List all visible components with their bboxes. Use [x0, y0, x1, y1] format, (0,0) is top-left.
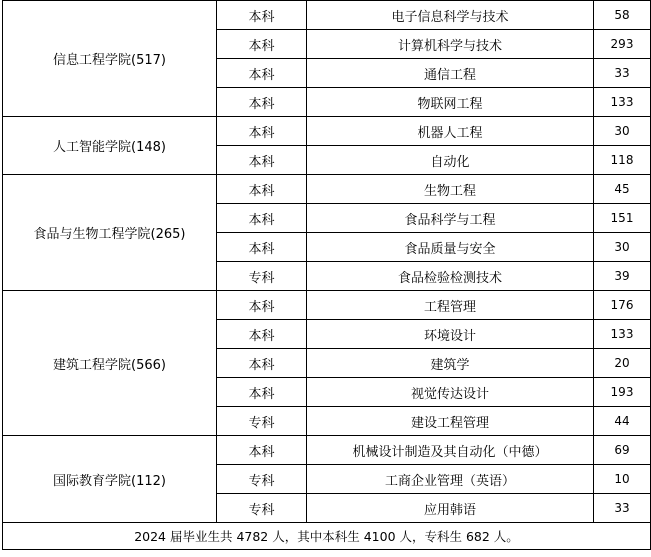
major-name-cell: 机器人工程 — [307, 117, 594, 146]
degree-level-cell: 本科 — [217, 349, 307, 378]
major-name-cell: 自动化 — [307, 146, 594, 175]
graduate-count-cell: 44 — [594, 407, 651, 436]
major-name-cell: 应用韩语 — [307, 494, 594, 523]
graduate-count-cell: 69 — [594, 436, 651, 465]
graduate-count-cell: 118 — [594, 146, 651, 175]
graduate-count-cell: 30 — [594, 233, 651, 262]
graduate-count-cell: 45 — [594, 175, 651, 204]
table-row — [3, 436, 651, 465]
degree-level-cell: 本科 — [217, 146, 307, 175]
degree-level-cell: 本科 — [217, 233, 307, 262]
college-name-cell: 信息工程学院(517) — [3, 1, 217, 117]
graduate-count-cell: 58 — [594, 1, 651, 30]
college-name-cell: 建筑工程学院(566) — [3, 291, 217, 436]
graduate-count-cell: 39 — [594, 262, 651, 291]
degree-level-cell: 本科 — [217, 88, 307, 117]
degree-level-cell: 专科 — [217, 494, 307, 523]
degree-level-cell: 本科 — [217, 378, 307, 407]
graduate-count-cell: 133 — [594, 88, 651, 117]
major-name-cell: 生物工程 — [307, 175, 594, 204]
graduate-count-cell: 193 — [594, 378, 651, 407]
major-name-cell: 通信工程 — [307, 59, 594, 88]
major-name-cell: 电子信息科学与技术 — [307, 1, 594, 30]
table-row — [3, 1, 651, 30]
graduate-count-cell: 293 — [594, 30, 651, 59]
major-name-cell: 工商企业管理（英语） — [307, 465, 594, 494]
major-name-cell: 食品检验检测技术 — [307, 262, 594, 291]
degree-level-cell: 本科 — [217, 436, 307, 465]
degree-level-cell: 专科 — [217, 465, 307, 494]
major-name-cell: 建筑学 — [307, 349, 594, 378]
graduate-count-cell: 33 — [594, 494, 651, 523]
degree-level-cell: 本科 — [217, 291, 307, 320]
graduate-count-cell: 133 — [594, 320, 651, 349]
degree-level-cell: 本科 — [217, 59, 307, 88]
major-name-cell: 建设工程管理 — [307, 407, 594, 436]
degree-level-cell: 本科 — [217, 175, 307, 204]
degree-level-cell: 本科 — [217, 204, 307, 233]
major-name-cell: 计算机科学与技术 — [307, 30, 594, 59]
major-name-cell: 机械设计制造及其自动化（中德） — [307, 436, 594, 465]
major-name-cell: 视觉传达设计 — [307, 378, 594, 407]
major-name-cell: 食品质量与安全 — [307, 233, 594, 262]
degree-level-cell: 本科 — [217, 30, 307, 59]
summary-row — [3, 523, 651, 550]
table-row — [3, 117, 651, 146]
table-row — [3, 175, 651, 204]
major-name-cell: 物联网工程 — [307, 88, 594, 117]
table-row — [3, 291, 651, 320]
graduate-count-cell: 176 — [594, 291, 651, 320]
degree-level-cell: 本科 — [217, 117, 307, 146]
degree-level-cell: 专科 — [217, 262, 307, 291]
graduate-count-cell: 20 — [594, 349, 651, 378]
summary-text: 2024 届毕业生共 4782 人，其中本科生 4100 人，专科生 682 人。 — [3, 523, 651, 550]
degree-level-cell: 本科 — [217, 320, 307, 349]
graduate-count-cell: 33 — [594, 59, 651, 88]
graduates-table-body — [3, 1, 651, 523]
degree-level-cell: 专科 — [217, 407, 307, 436]
graduates-table — [2, 0, 651, 550]
college-name-cell: 人工智能学院(148) — [3, 117, 217, 175]
major-name-cell: 环境设计 — [307, 320, 594, 349]
major-name-cell: 食品科学与工程 — [307, 204, 594, 233]
college-name-cell: 国际教育学院(112) — [3, 436, 217, 523]
major-name-cell: 工程管理 — [307, 291, 594, 320]
degree-level-cell: 本科 — [217, 1, 307, 30]
graduate-count-cell: 30 — [594, 117, 651, 146]
college-name-cell: 食品与生物工程学院(265) — [3, 175, 217, 291]
graduate-count-cell: 151 — [594, 204, 651, 233]
graduate-count-cell: 10 — [594, 465, 651, 494]
